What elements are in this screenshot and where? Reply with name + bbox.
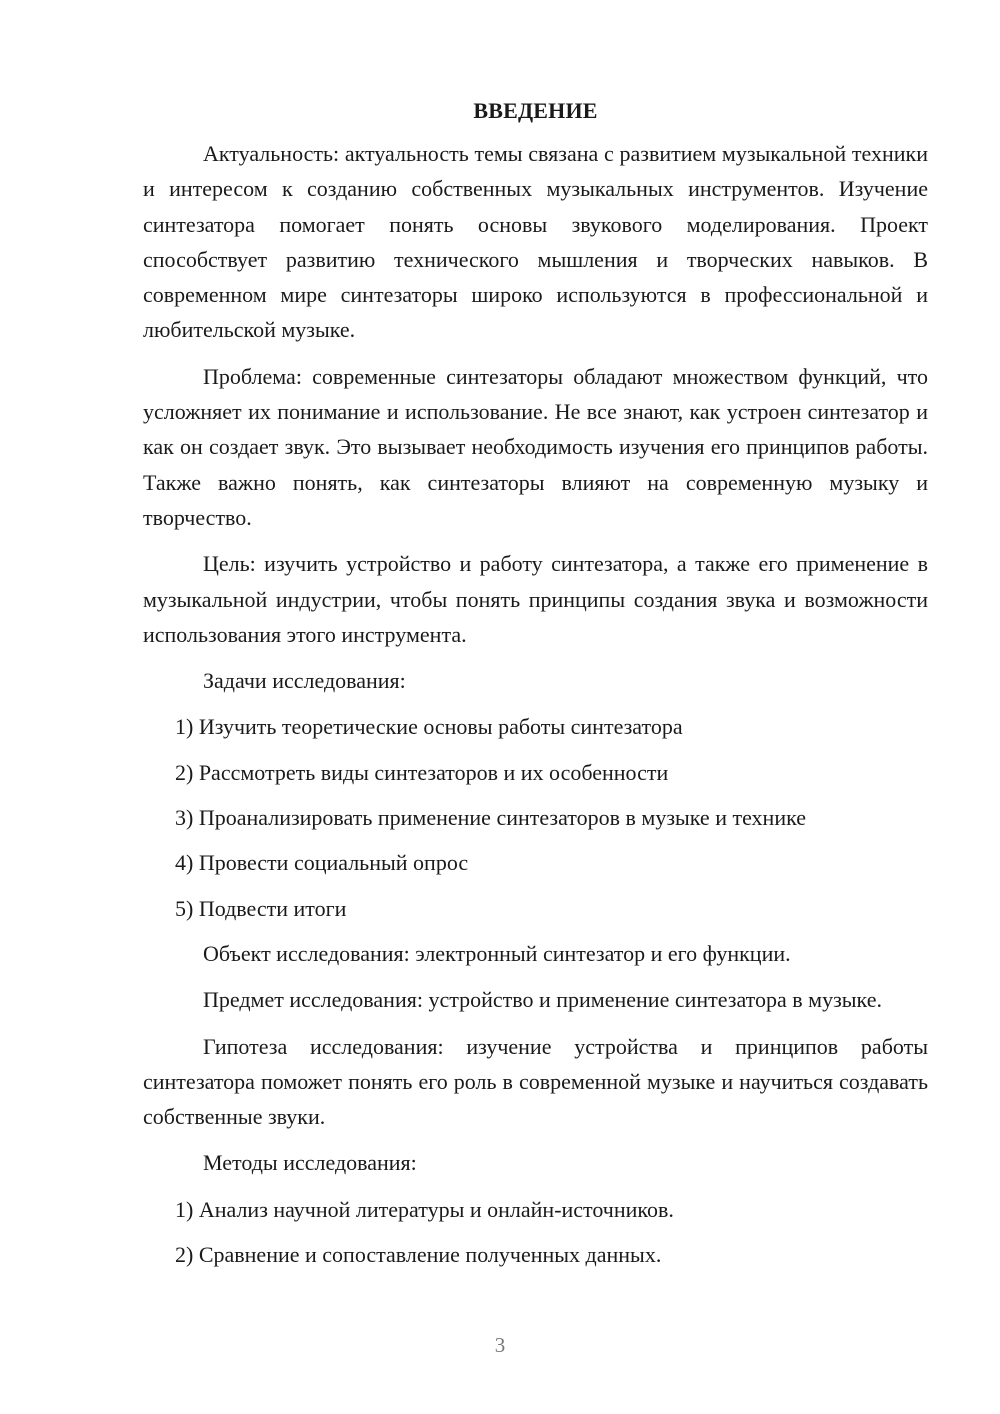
task-item: 5) Подвести итоги [175, 895, 347, 921]
methods-heading: Методы исследования: [203, 1150, 417, 1176]
object-paragraph: Объект исследования: электронный синтезатор и его функции. [203, 940, 791, 966]
problem-paragraph: Проблема: современные синтезаторы обладают множеством функций, что усложняет их понимание и использование. Не все знают, как устроен синтезатор и как он создает звук. Это вызывает необходимость изучения его принципов работы. Также важно понять, как синтезаторы влияют на современную музыку и творчество. [143, 363, 928, 530]
task-item: 3) Проанализировать применение синтезаторов в музыке и технике [175, 805, 807, 831]
method-item: 1) Анализ научной литературы и онлайн-источников. [175, 1196, 674, 1222]
hypothesis-paragraph: Гипотеза исследования: изучение устройства и принципов работы синтезатора поможет понять его роль в современной музыке и научиться создавать собственные звуки. [143, 1033, 928, 1130]
subject-paragraph: Предмет исследования: устройство и применение синтезатора в музыке. [203, 987, 882, 1013]
relevance-paragraph: Актуальность: актуальность темы связана с развитием музыкальной техники и интересом к созданию собственных музыкальных инструментов. Изучение синтезатора помогает понять основы звукового моделирования. Проект способствует развитию технического мышления и творческих навыков. В современном мире синтезаторы широко используются в профессиональной и любительской музыке. [143, 141, 928, 343]
task-item: 2) Рассмотреть виды синтезаторов и их особенности [175, 759, 669, 785]
page-number: 3 [494, 1333, 506, 1357]
page-title: ВВЕДЕНИЕ [473, 98, 598, 123]
goal-paragraph: Цель: изучить устройство и работу синтезатора, а также его применение в музыкальной индустрии, чтобы понять принципы создания звука и возможности использования этого инструмента. [143, 551, 928, 647]
method-item: 2) Сравнение и сопоставление полученных данных. [175, 1242, 662, 1268]
methods-list [143, 1192, 928, 1273]
task-item: 4) Провести социальный опрос [175, 850, 469, 876]
task-item: 1) Изучить теоретические основы работы синтезатора [175, 714, 683, 740]
document-page [143, 96, 928, 1282]
tasks-heading: Задачи исследования: [203, 668, 406, 694]
tasks-list [143, 709, 928, 925]
